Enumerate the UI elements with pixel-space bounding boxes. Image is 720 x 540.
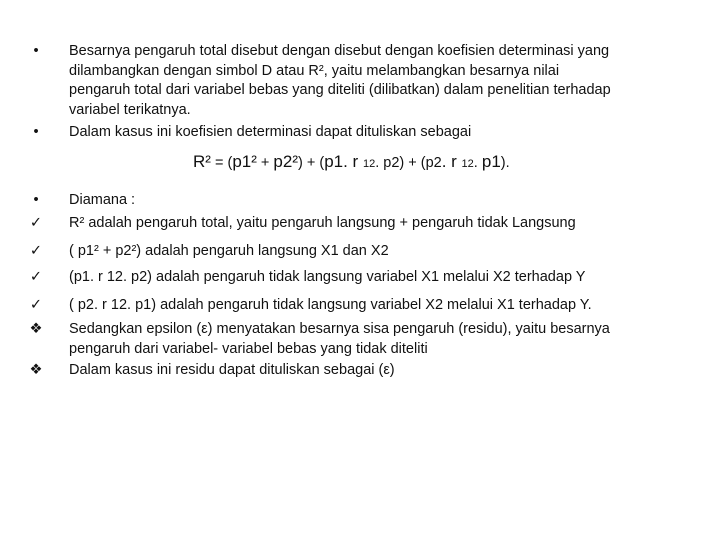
bullet-dot: • [33,124,39,140]
formula-plus: + [256,155,274,171]
paragraph-line: Besarnya pengaruh total disebut dengan disebut dengan koefisien determinasi yang [69,43,610,59]
diamana-label: Diamana : [69,192,136,208]
formula-lhs: R² [193,152,211,171]
check-icon: ✓ [29,297,43,313]
paragraph-formula-intro: Dalam kasus ini koefisien determinasi dapat dituliskan sebagai [69,124,472,140]
formula [193,152,510,174]
bullet-dot: • [33,192,39,208]
formula-p1: p1 [324,152,344,171]
paragraph-definition [69,42,611,120]
check-icon: ✓ [29,269,43,285]
check-icon: ✓ [29,215,43,231]
list-item: ( p2. r 12. p1) adalah pengaruh tidak langsung variabel X2 melalui X1 terhadap Y. [69,297,592,313]
formula-p1sq: p1² [232,152,257,171]
formula-eq: = ( [210,155,233,171]
formula-part: ) + ( [298,155,325,171]
paragraph-epsilon [69,320,610,359]
check-icon: ✓ [29,243,43,259]
paragraph-line: Sedangkan epsilon (ε) menyatakan besarnya sisa pengaruh (residu), yaitu besarnya [69,321,610,337]
formula-p1b: p1 [481,152,501,171]
list-item: R² adalah pengaruh total, yaitu pengaruh langsung + pengaruh tidak Langsung [69,215,576,231]
list-item: (p1. r 12. p2) adalah pengaruh tidak langsung variabel X1 melalui X2 terhadap Y [69,269,586,285]
paragraph-line: pengaruh total dari variabel bebas yang diteliti (dilibatkan) dalam penelitian terhadap [69,82,611,98]
paragraph-residu: Dalam kasus ini residu dapat dituliskan sebagai (ε) [69,362,395,378]
paragraph-line: variabel terikatnya. [69,101,191,118]
diamond-icon: ❖ [29,362,43,378]
formula-r2: . r [441,152,462,171]
formula-p2sq: p2² [273,152,298,171]
bullet-dot: • [33,43,39,59]
diamond-icon: ❖ [29,321,43,337]
list-item: ( p1² + p2²) adalah pengaruh langsung X1 dan X2 [69,243,389,259]
paragraph-line: pengaruh dari variabel- variabel bebas yang tidak diteliti [69,340,428,357]
paragraph-line: dilambangkan dengan simbol D atau R², yaitu melambangkan besarnya nilai [69,62,560,79]
formula-tail: . p2) + (p2 [375,155,442,171]
formula-end: ). [500,155,510,171]
formula-r: . r [343,152,363,171]
formula-r12: 12 [362,158,376,170]
formula-r12b: 12 [461,158,474,170]
formula-dot: . [473,155,482,171]
